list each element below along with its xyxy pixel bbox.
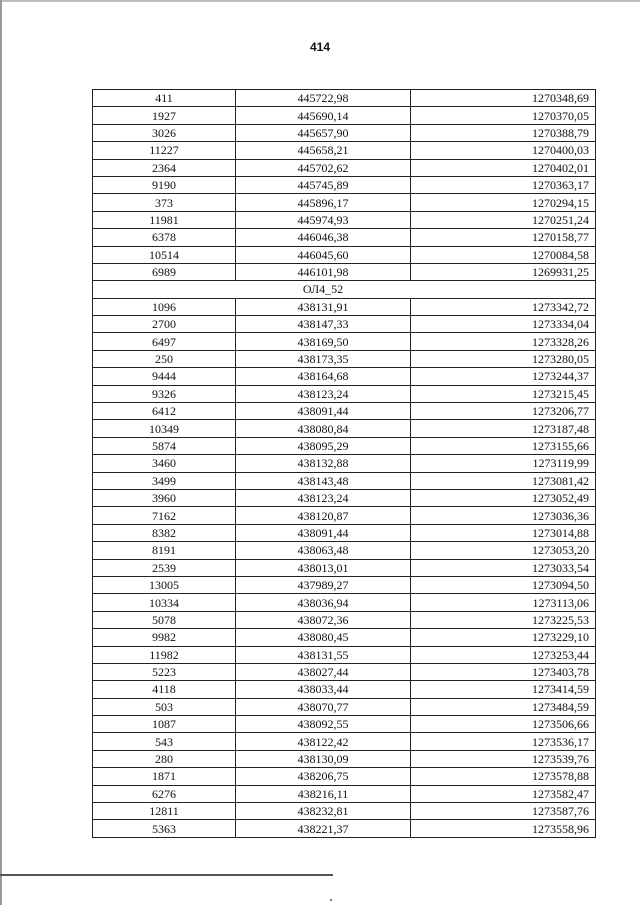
coordinates-table-container [92,89,595,838]
table-row [93,263,596,280]
point-number-cell: 1927 [93,107,236,124]
x-coordinate-cell: 445657,90 [236,124,411,141]
table-row [93,142,596,159]
point-number-cell: 5223 [93,663,236,680]
x-coordinate-cell: 438080,45 [236,629,411,646]
table-row [93,594,596,611]
point-number-cell: 2700 [93,316,236,333]
y-coordinate-cell: 1273215,45 [411,385,596,402]
x-coordinate-cell: 446046,38 [236,229,411,246]
y-coordinate-cell: 1273334,04 [411,316,596,333]
section-header-blank-right [411,281,596,298]
table-row [93,350,596,367]
y-coordinate-cell: 1270251,24 [411,211,596,228]
table-row [93,298,596,315]
x-coordinate-cell: 438123,24 [236,385,411,402]
x-coordinate-cell: 438063,48 [236,542,411,559]
y-coordinate-cell: 1273484,59 [411,698,596,715]
table-row [93,646,596,663]
y-coordinate-cell: 1273587,76 [411,803,596,820]
y-coordinate-cell: 1273536,17 [411,733,596,750]
table-row [93,211,596,228]
point-number-cell: 250 [93,350,236,367]
point-number-cell: 6989 [93,263,236,280]
footer-rule [0,874,333,876]
y-coordinate-cell: 1273119,99 [411,455,596,472]
table-row [93,803,596,820]
y-coordinate-cell: 1273582,47 [411,785,596,802]
y-coordinate-cell: 1273342,72 [411,298,596,315]
x-coordinate-cell: 438027,44 [236,663,411,680]
x-coordinate-cell: 438232,81 [236,803,411,820]
y-coordinate-cell: 1273113,06 [411,594,596,611]
point-number-cell: 7162 [93,507,236,524]
x-coordinate-cell: 438173,35 [236,350,411,367]
point-number-cell: 3460 [93,455,236,472]
y-coordinate-cell: 1273033,54 [411,559,596,576]
y-coordinate-cell: 1270084,58 [411,246,596,263]
x-coordinate-cell: 438164,68 [236,368,411,385]
table-row [93,542,596,559]
point-number-cell: 8191 [93,542,236,559]
y-coordinate-cell: 1273414,59 [411,681,596,698]
point-number-cell: 503 [93,698,236,715]
y-coordinate-cell: 1273094,50 [411,576,596,593]
x-coordinate-cell: 438131,55 [236,646,411,663]
y-coordinate-cell: 1273187,48 [411,420,596,437]
y-coordinate-cell: 1273206,77 [411,403,596,420]
x-coordinate-cell: 438092,55 [236,716,411,733]
section-title: ОЛ4_52 [236,281,411,298]
x-coordinate-cell: 445745,89 [236,176,411,193]
table-row [93,698,596,715]
table-row [93,107,596,124]
y-coordinate-cell: 1270363,17 [411,176,596,193]
point-number-cell: 10349 [93,420,236,437]
y-coordinate-cell: 1270402,01 [411,159,596,176]
x-coordinate-cell: 437989,27 [236,576,411,593]
table-row [93,124,596,141]
x-coordinate-cell: 445896,17 [236,194,411,211]
point-number-cell: 9326 [93,385,236,402]
y-coordinate-cell: 1273036,36 [411,507,596,524]
y-coordinate-cell: 1270348,69 [411,90,596,107]
table-row [93,576,596,593]
y-coordinate-cell: 1273229,10 [411,629,596,646]
point-number-cell: 10334 [93,594,236,611]
x-coordinate-cell: 438169,50 [236,333,411,350]
footer-mark [330,899,332,901]
point-number-cell: 9982 [93,629,236,646]
x-coordinate-cell: 438095,29 [236,437,411,454]
table-row [93,733,596,750]
point-number-cell: 1096 [93,298,236,315]
y-coordinate-cell: 1273253,44 [411,646,596,663]
table-row [93,716,596,733]
x-coordinate-cell: 438130,09 [236,750,411,767]
x-coordinate-cell: 438147,33 [236,316,411,333]
point-number-cell: 5874 [93,437,236,454]
x-coordinate-cell: 438123,24 [236,489,411,506]
y-coordinate-cell: 1273328,26 [411,333,596,350]
point-number-cell: 10514 [93,246,236,263]
y-coordinate-cell: 1273558,96 [411,820,596,837]
x-coordinate-cell: 438033,44 [236,681,411,698]
point-number-cell: 3499 [93,472,236,489]
point-number-cell: 9444 [93,368,236,385]
x-coordinate-cell: 438132,88 [236,455,411,472]
x-coordinate-cell: 445658,21 [236,142,411,159]
table-row [93,437,596,454]
table-row [93,785,596,802]
table-row [93,316,596,333]
table-row [93,159,596,176]
point-number-cell: 2364 [93,159,236,176]
point-number-cell: 3960 [93,489,236,506]
table-row [93,455,596,472]
y-coordinate-cell: 1270388,79 [411,124,596,141]
point-number-cell: 11982 [93,646,236,663]
y-coordinate-cell: 1273053,20 [411,542,596,559]
point-number-cell: 3026 [93,124,236,141]
point-number-cell: 280 [93,750,236,767]
y-coordinate-cell: 1273578,88 [411,768,596,785]
point-number-cell: 5363 [93,820,236,837]
table-row [93,176,596,193]
page-left-edge [0,0,2,905]
x-coordinate-cell: 438120,87 [236,507,411,524]
x-coordinate-cell: 445690,14 [236,107,411,124]
table-row [93,681,596,698]
x-coordinate-cell: 438091,44 [236,403,411,420]
page-number: 414 [309,40,331,54]
y-coordinate-cell: 1273052,49 [411,489,596,506]
x-coordinate-cell: 438143,48 [236,472,411,489]
table-row [93,629,596,646]
section-header-group [93,281,596,298]
point-number-cell: 1871 [93,768,236,785]
table-row [93,90,596,107]
y-coordinate-cell: 1270158,77 [411,229,596,246]
table-body-lower [93,298,596,837]
table-row [93,229,596,246]
x-coordinate-cell: 445974,93 [236,211,411,228]
x-coordinate-cell: 438013,01 [236,559,411,576]
point-number-cell: 11227 [93,142,236,159]
coordinates-table [92,89,596,838]
y-coordinate-cell: 1273014,88 [411,524,596,541]
x-coordinate-cell: 438080,84 [236,420,411,437]
point-number-cell: 13005 [93,576,236,593]
table-row [93,194,596,211]
table-row [93,524,596,541]
x-coordinate-cell: 438216,11 [236,785,411,802]
x-coordinate-cell: 438221,37 [236,820,411,837]
table-row [93,768,596,785]
x-coordinate-cell: 438070,77 [236,698,411,715]
section-header-row [93,281,596,298]
x-coordinate-cell: 445702,62 [236,159,411,176]
y-coordinate-cell: 1269931,25 [411,263,596,280]
table-row [93,333,596,350]
y-coordinate-cell: 1273225,53 [411,611,596,628]
page-top-edge [0,0,640,2]
table-row [93,472,596,489]
table-row [93,507,596,524]
table-row [93,559,596,576]
point-number-cell: 6378 [93,229,236,246]
point-number-cell: 9190 [93,176,236,193]
x-coordinate-cell: 445722,98 [236,90,411,107]
y-coordinate-cell: 1270294,15 [411,194,596,211]
table-row [93,750,596,767]
table-row [93,663,596,680]
x-coordinate-cell: 438131,91 [236,298,411,315]
point-number-cell: 1087 [93,716,236,733]
y-coordinate-cell: 1270400,03 [411,142,596,159]
table-row [93,403,596,420]
point-number-cell: 11981 [93,211,236,228]
table-row [93,368,596,385]
y-coordinate-cell: 1273155,66 [411,437,596,454]
table-row [93,820,596,837]
y-coordinate-cell: 1273506,66 [411,716,596,733]
table-row [93,385,596,402]
point-number-cell: 8382 [93,524,236,541]
table-row [93,489,596,506]
y-coordinate-cell: 1273244,37 [411,368,596,385]
x-coordinate-cell: 438036,94 [236,594,411,611]
y-coordinate-cell: 1273280,05 [411,350,596,367]
point-number-cell: 6412 [93,403,236,420]
x-coordinate-cell: 446101,98 [236,263,411,280]
section-header-blank [93,281,236,298]
point-number-cell: 6276 [93,785,236,802]
table-row [93,611,596,628]
point-number-cell: 6497 [93,333,236,350]
table-body-upper [93,90,596,281]
point-number-cell: 373 [93,194,236,211]
table-row [93,246,596,263]
point-number-cell: 12811 [93,803,236,820]
x-coordinate-cell: 438072,36 [236,611,411,628]
x-coordinate-cell: 438122,42 [236,733,411,750]
y-coordinate-cell: 1270370,05 [411,107,596,124]
point-number-cell: 4118 [93,681,236,698]
point-number-cell: 5078 [93,611,236,628]
y-coordinate-cell: 1273081,42 [411,472,596,489]
point-number-cell: 543 [93,733,236,750]
point-number-cell: 2539 [93,559,236,576]
x-coordinate-cell: 438206,75 [236,768,411,785]
point-number-cell: 411 [93,90,236,107]
y-coordinate-cell: 1273539,76 [411,750,596,767]
y-coordinate-cell: 1273403,78 [411,663,596,680]
table-row [93,420,596,437]
x-coordinate-cell: 446045,60 [236,246,411,263]
x-coordinate-cell: 438091,44 [236,524,411,541]
